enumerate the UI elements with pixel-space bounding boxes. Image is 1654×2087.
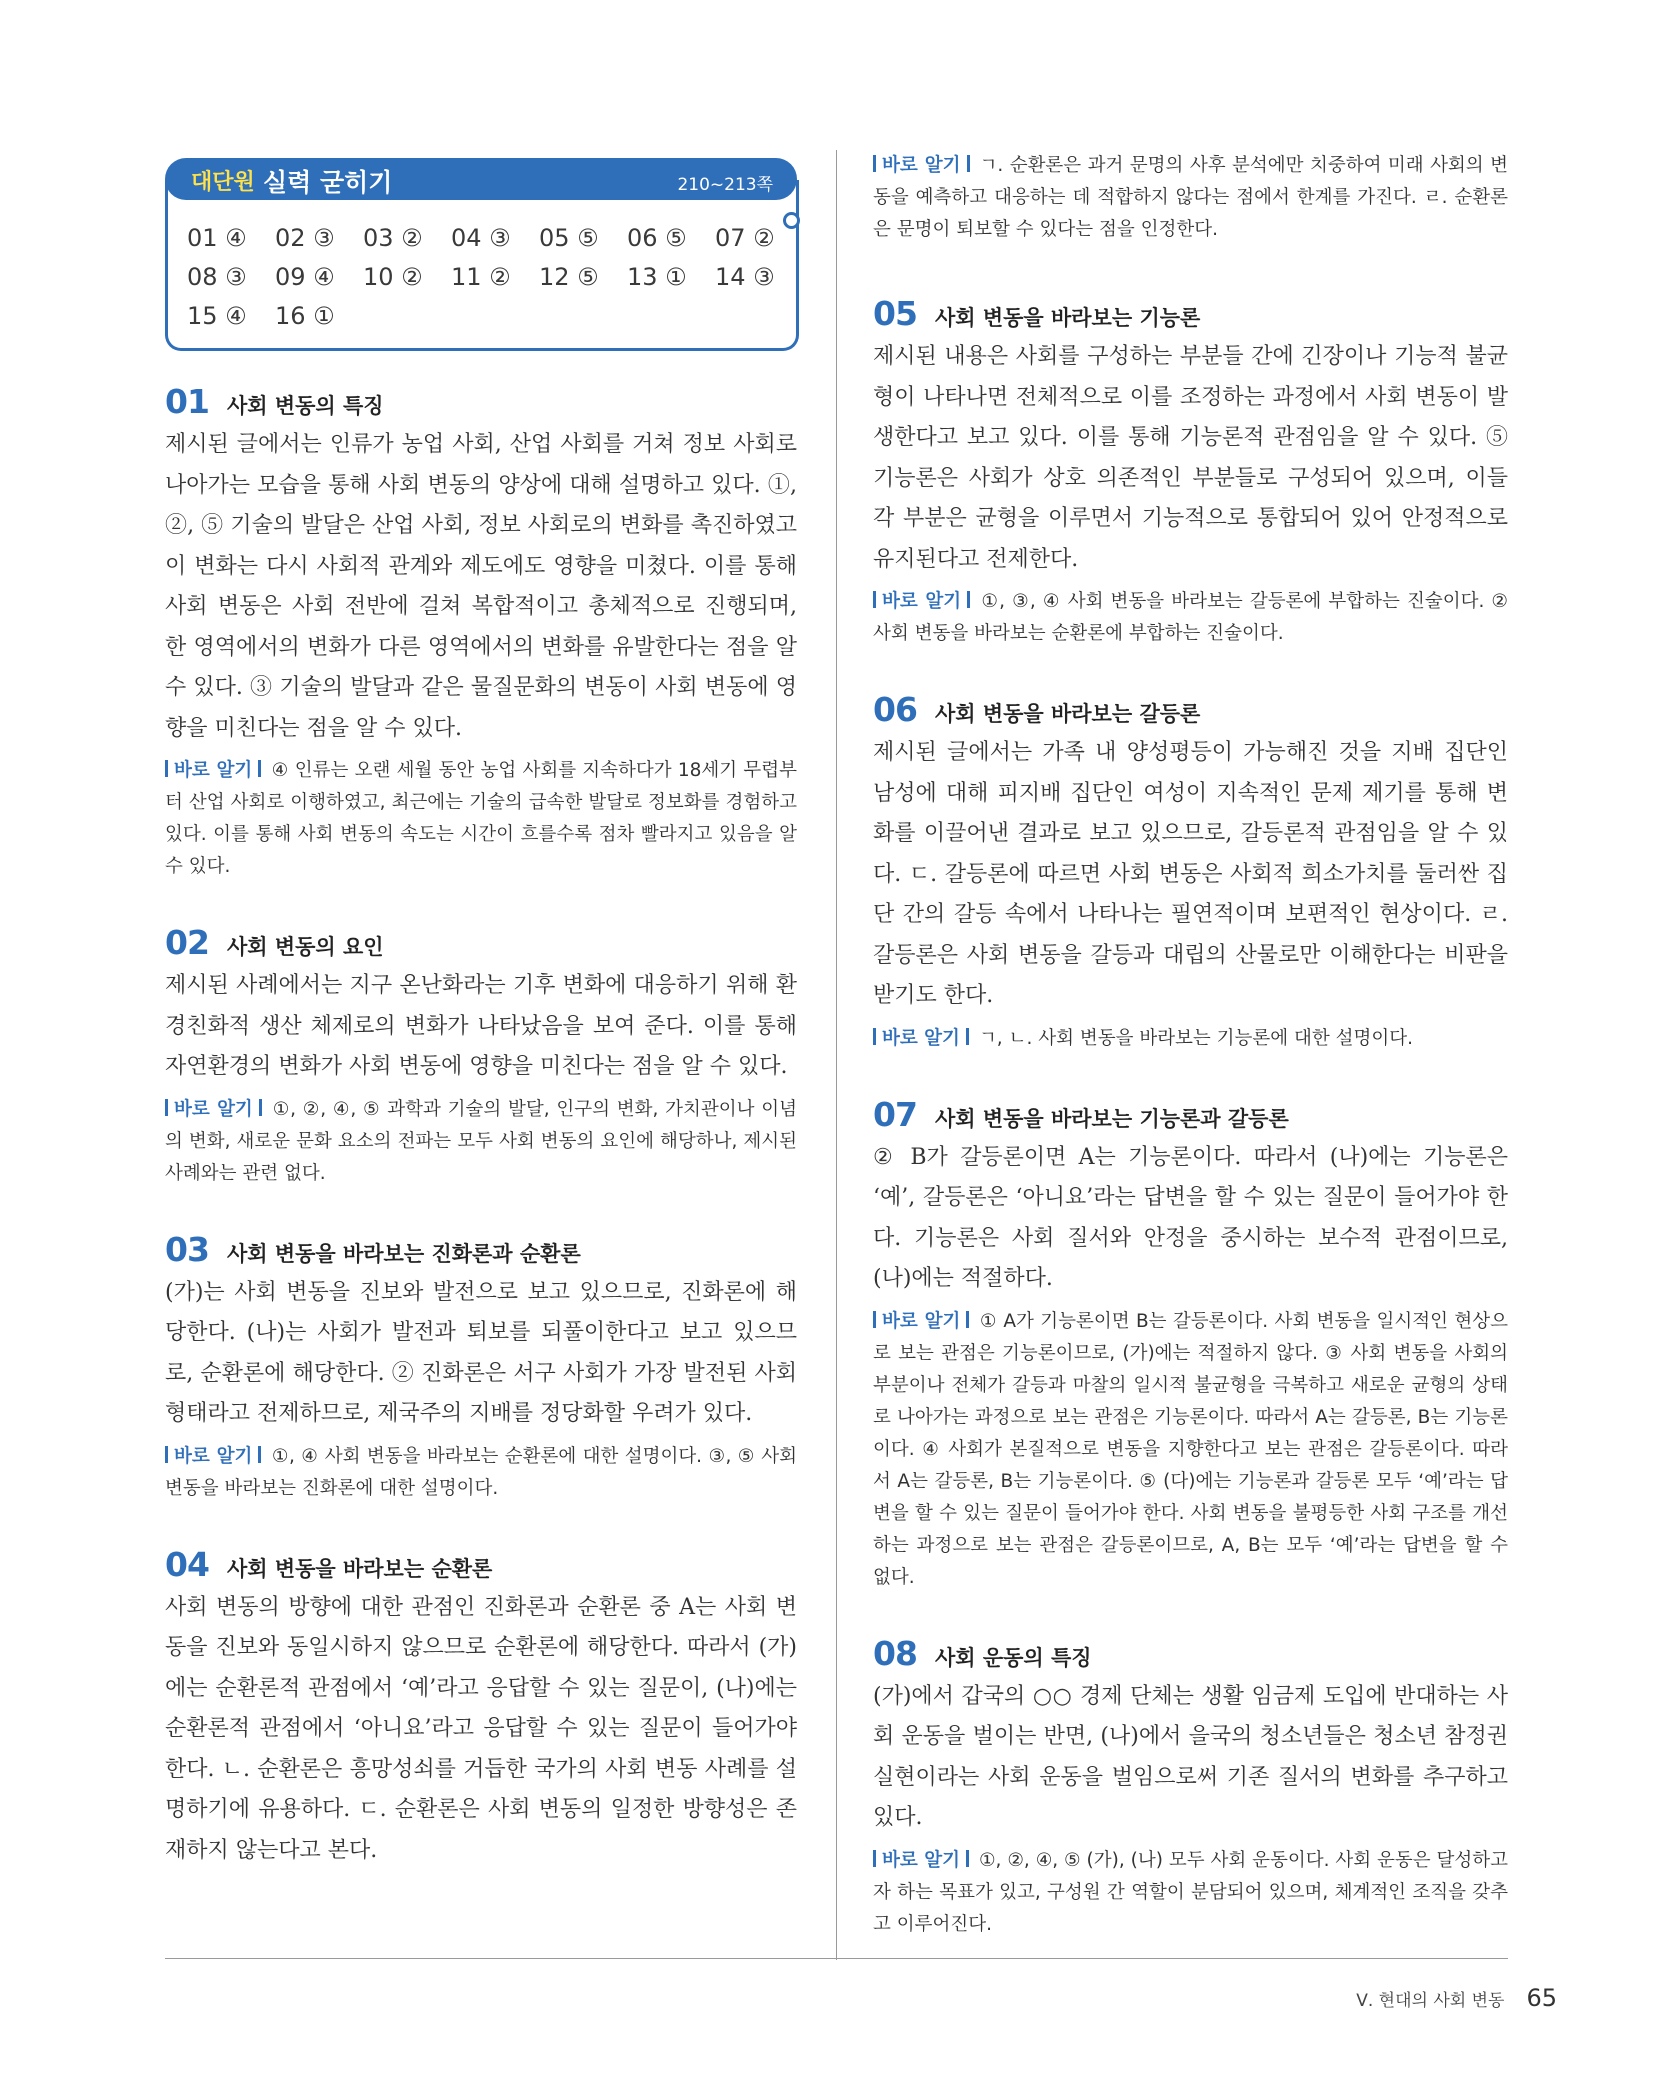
page-number: 65	[1526, 1984, 1557, 2012]
correction-label: 바로 알기	[165, 1099, 262, 1120]
answer-key-box	[165, 150, 797, 352]
correction-label: 바로 알기	[165, 1446, 261, 1467]
section-04-continued	[873, 150, 1508, 246]
correction-text: ①, ④ 사회 변동을 바라보는 순환론에 대한 설명이다. ③, ⑤ 사회 변동을 바라보는 진화론에 대한 설명이다.	[165, 1445, 797, 1499]
answer-item: 14 ③	[715, 263, 775, 291]
answer-key-header	[165, 158, 797, 200]
chapter-title: Ⅴ. 현대의 사회 변동	[1356, 1991, 1505, 2011]
section-title: 사회 변동을 바라보는 순환론	[226, 1556, 493, 1581]
answer-item: 16 ①	[275, 302, 335, 330]
correction-note	[165, 1094, 797, 1190]
correction-text: ㄱ, ㄴ. 사회 변동을 바라보는 기능론에 대한 설명이다.	[978, 1027, 1414, 1049]
answer-item: 12 ⑤	[539, 263, 599, 291]
answer-item: 02 ③	[275, 224, 335, 252]
section-07	[873, 1095, 1508, 1594]
section-title: 사회 변동을 바라보는 갈등론	[934, 702, 1201, 726]
section-03	[165, 1230, 797, 1505]
answer-item: 11 ②	[451, 263, 511, 291]
answer-item: 08 ③	[187, 263, 247, 291]
correction-note	[165, 755, 797, 883]
column-divider	[836, 150, 837, 1960]
section-number: 08	[873, 1633, 917, 1673]
section-title: 사회 변동의 요인	[226, 935, 384, 959]
correction-note	[873, 1306, 1508, 1594]
correction-text: ①, ③, ④ 사회 변동을 바라보는 갈등론에 부합하는 진술이다. ② 사회 변동을 바라보는 순환론에 부합하는 진술이다.	[873, 591, 1508, 644]
correction-note	[873, 1023, 1508, 1055]
answer-key-label-b: 실력 굳히기	[263, 168, 393, 197]
left-column	[165, 150, 797, 1911]
answer-item: 09 ④	[275, 263, 335, 291]
section-title: 사회 변동의 특징	[226, 394, 384, 418]
correction-label: 바로 알기	[873, 1028, 969, 1049]
correction-note	[873, 586, 1508, 650]
answer-item: 07 ②	[715, 224, 775, 252]
answer-item: 15 ④	[187, 302, 247, 330]
section-body: ② B가 갈등론이면 A는 기능론이다. 따라서 (나)에는 기능론은 ‘예’, 갈등론은 ‘아니요’라는 답변을 할 수 있는 질문이 들어가야 한다. 기능론은 사회 질서와 안정을 중시하는 보수적 관점이므로, (나)에는 적절하다.	[873, 1144, 1508, 1291]
section-number: 05	[873, 294, 917, 333]
correction-label: 바로 알기	[873, 1850, 969, 1871]
section-01	[165, 382, 797, 883]
correction-text: ①, ②, ④, ⑤ (가), (나) 모두 사회 운동이다. 사회 운동은 달성하고자 하는 목표가 있고, 구성원 간 역할이 분담되어 있으며, 체계적인 조직을 갖추고 이루어진다.	[873, 1849, 1508, 1935]
section-body: 사회 변동의 방향에 대한 관점인 진화론과 순환론 중 A는 사회 변동을 진보와 동일시하지 않으므로 순환론에 해당한다. 따라서 (가)에는 순환론적 관점에서 ‘예’라고 응답할 수 있는 질문이, (나)에는 순환론적 관점에서 ‘아니요’라고 응답할 수 있는 질문이 들어가야 한다. ㄴ. 순환론은 흥망성쇠를 거듭한 국가의 사회 변동 사례를 설명하기에 유용하다. ㄷ. 순환론은 사회 변동의 일정한 방향성은 존재하지 않는다고 본다.	[165, 1594, 797, 1863]
answer-key-grid	[187, 222, 783, 332]
correction-text: ①, ②, ④, ⑤ 과학과 기술의 발달, 인구의 변화, 가치관이나 이념의 변화, 새로운 문화 요소의 전파는 모두 사회 변동의 요인에 해당하나, 제시된 사례와는 관련 없다.	[165, 1098, 797, 1184]
section-body: 제시된 글에서는 가족 내 양성평등이 가능해진 것을 지배 집단인 남성에 대해 피지배 집단인 여성이 지속적인 문제 제기를 통해 변화를 이끌어낸 결과로 보고 있으므로, 갈등론적 관점임을 알 수 있다. ㄷ. 갈등론에 따르면 사회 변동은 사회적 희소가치를 둘러싼 집단 간의 갈등 속에서 나타나는 필연적이며 보편적인 현상이다. ㄹ. 갈등론은 사회 변동을 갈등과 대립의 산물로만 이해한다는 비판을 받기도 한다.	[873, 740, 1508, 1008]
correction-text: ① A가 기능론이면 B는 갈등론이다. 사회 변동을 일시적인 현상으로 보는 관점은 기능론이므로, (가)에는 적절하지 않다. ③ 사회 변동을 사회의 부분이나 전체가 갈등과 마찰의 일시적 불균형을 극복하고 새로운 균형의 상태로 나아가는 과정으로 보는 관점은 기능론이다. 따라서 A는 갈등론, B는 기능론이다. ④ 사회가 본질적으로 변동을 지향한다고 보는 관점은 갈등론이다. 따라서 A는 갈등론, B는 기능론이다. ⑤ (다)에는 기능론과 갈등론 모두 ‘예’라는 답변을 할 수 있는 질문이 들어가야 한다. 사회 변동을 불평등한 사회 구조를 개선하는 과정으로 보는 관점은 갈등론이므로, A, B는 모두 ‘예’라는 답변을 할 수 없다.	[873, 1310, 1509, 1588]
section-title: 사회 변동을 바라보는 기능론과 갈등론	[934, 1106, 1289, 1131]
section-02	[165, 923, 797, 1190]
answer-item: 05 ⑤	[539, 224, 599, 252]
section-body: (가)에서 갑국의 ○○ 경제 단체는 생활 임금제 도입에 반대하는 사회 운동을 벌이는 반면, (나)에서 을국의 청소년들은 청소년 참정권 실현이라는 사회 운동을 벌임으로써 기존 질서의 변화를 추구하고 있다.	[873, 1683, 1509, 1830]
correction-label: 바로 알기	[873, 1311, 969, 1332]
correction-note	[165, 1441, 797, 1505]
section-number: 07	[873, 1094, 917, 1134]
section-number: 02	[165, 923, 209, 962]
section-08	[873, 1634, 1508, 1941]
answer-item: 03 ②	[363, 224, 423, 252]
section-body: 제시된 사례에서는 지구 온난화라는 기후 변화에 대응하기 위해 환경친화적 생산 체제로의 변화가 나타났음을 보여 준다. 이를 통해 자연환경의 변화가 사회 변동에 영향을 미친다는 점을 알 수 있다.	[165, 973, 797, 1079]
section-body: 제시된 내용은 사회를 구성하는 부분들 간에 긴장이나 기능적 불균형이 나타나면 전체적으로 이를 조정하는 과정에서 사회 변동이 발생한다고 보고 있다. 이를 통해 기능론적 관점임을 알 수 있다. ⑤ 기능론은 사회가 상호 의존적인 부분들로 구성되어 있으며, 이들 각 부분은 균형을 이루면서 기능적으로 통합되어 있어 안정적으로 유지된다고 전제한다.	[873, 344, 1508, 572]
correction-label: 바로 알기	[873, 155, 970, 176]
correction-text: ④ 인류는 오랜 세월 동안 농업 사회를 지속하다가 18세기 무렵부터 산업 사회로 이행하였고, 최근에는 기술의 급속한 발달로 정보화를 경험하고 있다. 이를 통해 사회 변동의 속도는 시간이 흐를수록 점차 빨라지고 있음을 알 수 있다.	[165, 760, 797, 877]
correction-label: 바로 알기	[165, 760, 261, 781]
section-number: 04	[165, 1544, 209, 1584]
section-number: 01	[165, 382, 209, 421]
right-column	[873, 150, 1508, 1981]
section-06	[873, 690, 1508, 1055]
section-number: 03	[165, 1229, 209, 1269]
answer-key-pages: 210~213쪽	[677, 175, 773, 195]
answer-key-label-a: 대단원	[191, 170, 255, 195]
section-04	[165, 1545, 797, 1872]
page-footer	[1356, 1984, 1557, 2012]
answer-item: 06 ⑤	[627, 224, 687, 252]
correction-label: 바로 알기	[873, 591, 970, 612]
correction-note	[873, 150, 1508, 246]
correction-note	[873, 1845, 1508, 1941]
section-title: 사회 변동을 바라보는 기능론	[934, 306, 1201, 330]
section-body: 제시된 글에서는 인류가 농업 사회, 산업 사회를 거쳐 정보 사회로 나아가는 모습을 통해 사회 변동의 양상에 대해 설명하고 있다. ①, ②, ⑤ 기술의 발달은 산업 사회, 정보 사회로의 변화를 촉진하였고 이 변화는 다시 사회적 관계와 제도에도 영향을 미쳤다. 이를 통해 사회 변동은 사회 전반에 걸쳐 복합적이고 총체적으로 진행되며, 한 영역에서의 변화가 다른 영역에서의 변화를 유발한다는 점을 알 수 있다. ③ 기술의 발달과 같은 물질문화의 변동이 사회 변동에 영향을 미친다는 점을 알 수 있다.	[165, 432, 797, 741]
answer-item: 04 ③	[451, 224, 511, 252]
section-number: 06	[873, 690, 917, 729]
correction-text: ㄱ. 순환론은 과거 문명의 사후 분석에만 치중하여 미래 사회의 변동을 예측하고 대응하는 데 적합하지 않다는 점에서 한계를 가진다. ㄹ. 순환론은 문명이 퇴보할 수 있다는 점을 인정한다.	[873, 155, 1508, 240]
section-body: (가)는 사회 변동을 진보와 발전으로 보고 있으므로, 진화론에 해당한다. (나)는 사회가 발전과 퇴보를 되풀이한다고 보고 있으므로, 순환론에 해당한다. ② 진화론은 서구 사회가 가장 발전된 사회 형태라고 전제하므로, 제국주의 지배를 정당화할 우려가 있다.	[165, 1279, 797, 1426]
section-title: 사회 변동을 바라보는 진화론과 순환론	[226, 1241, 581, 1266]
answer-item: 10 ②	[363, 263, 423, 291]
section-title: 사회 운동의 특징	[934, 1645, 1092, 1670]
answer-item: 13 ①	[627, 263, 687, 291]
answer-item: 01 ④	[187, 224, 247, 252]
section-05	[873, 294, 1508, 650]
